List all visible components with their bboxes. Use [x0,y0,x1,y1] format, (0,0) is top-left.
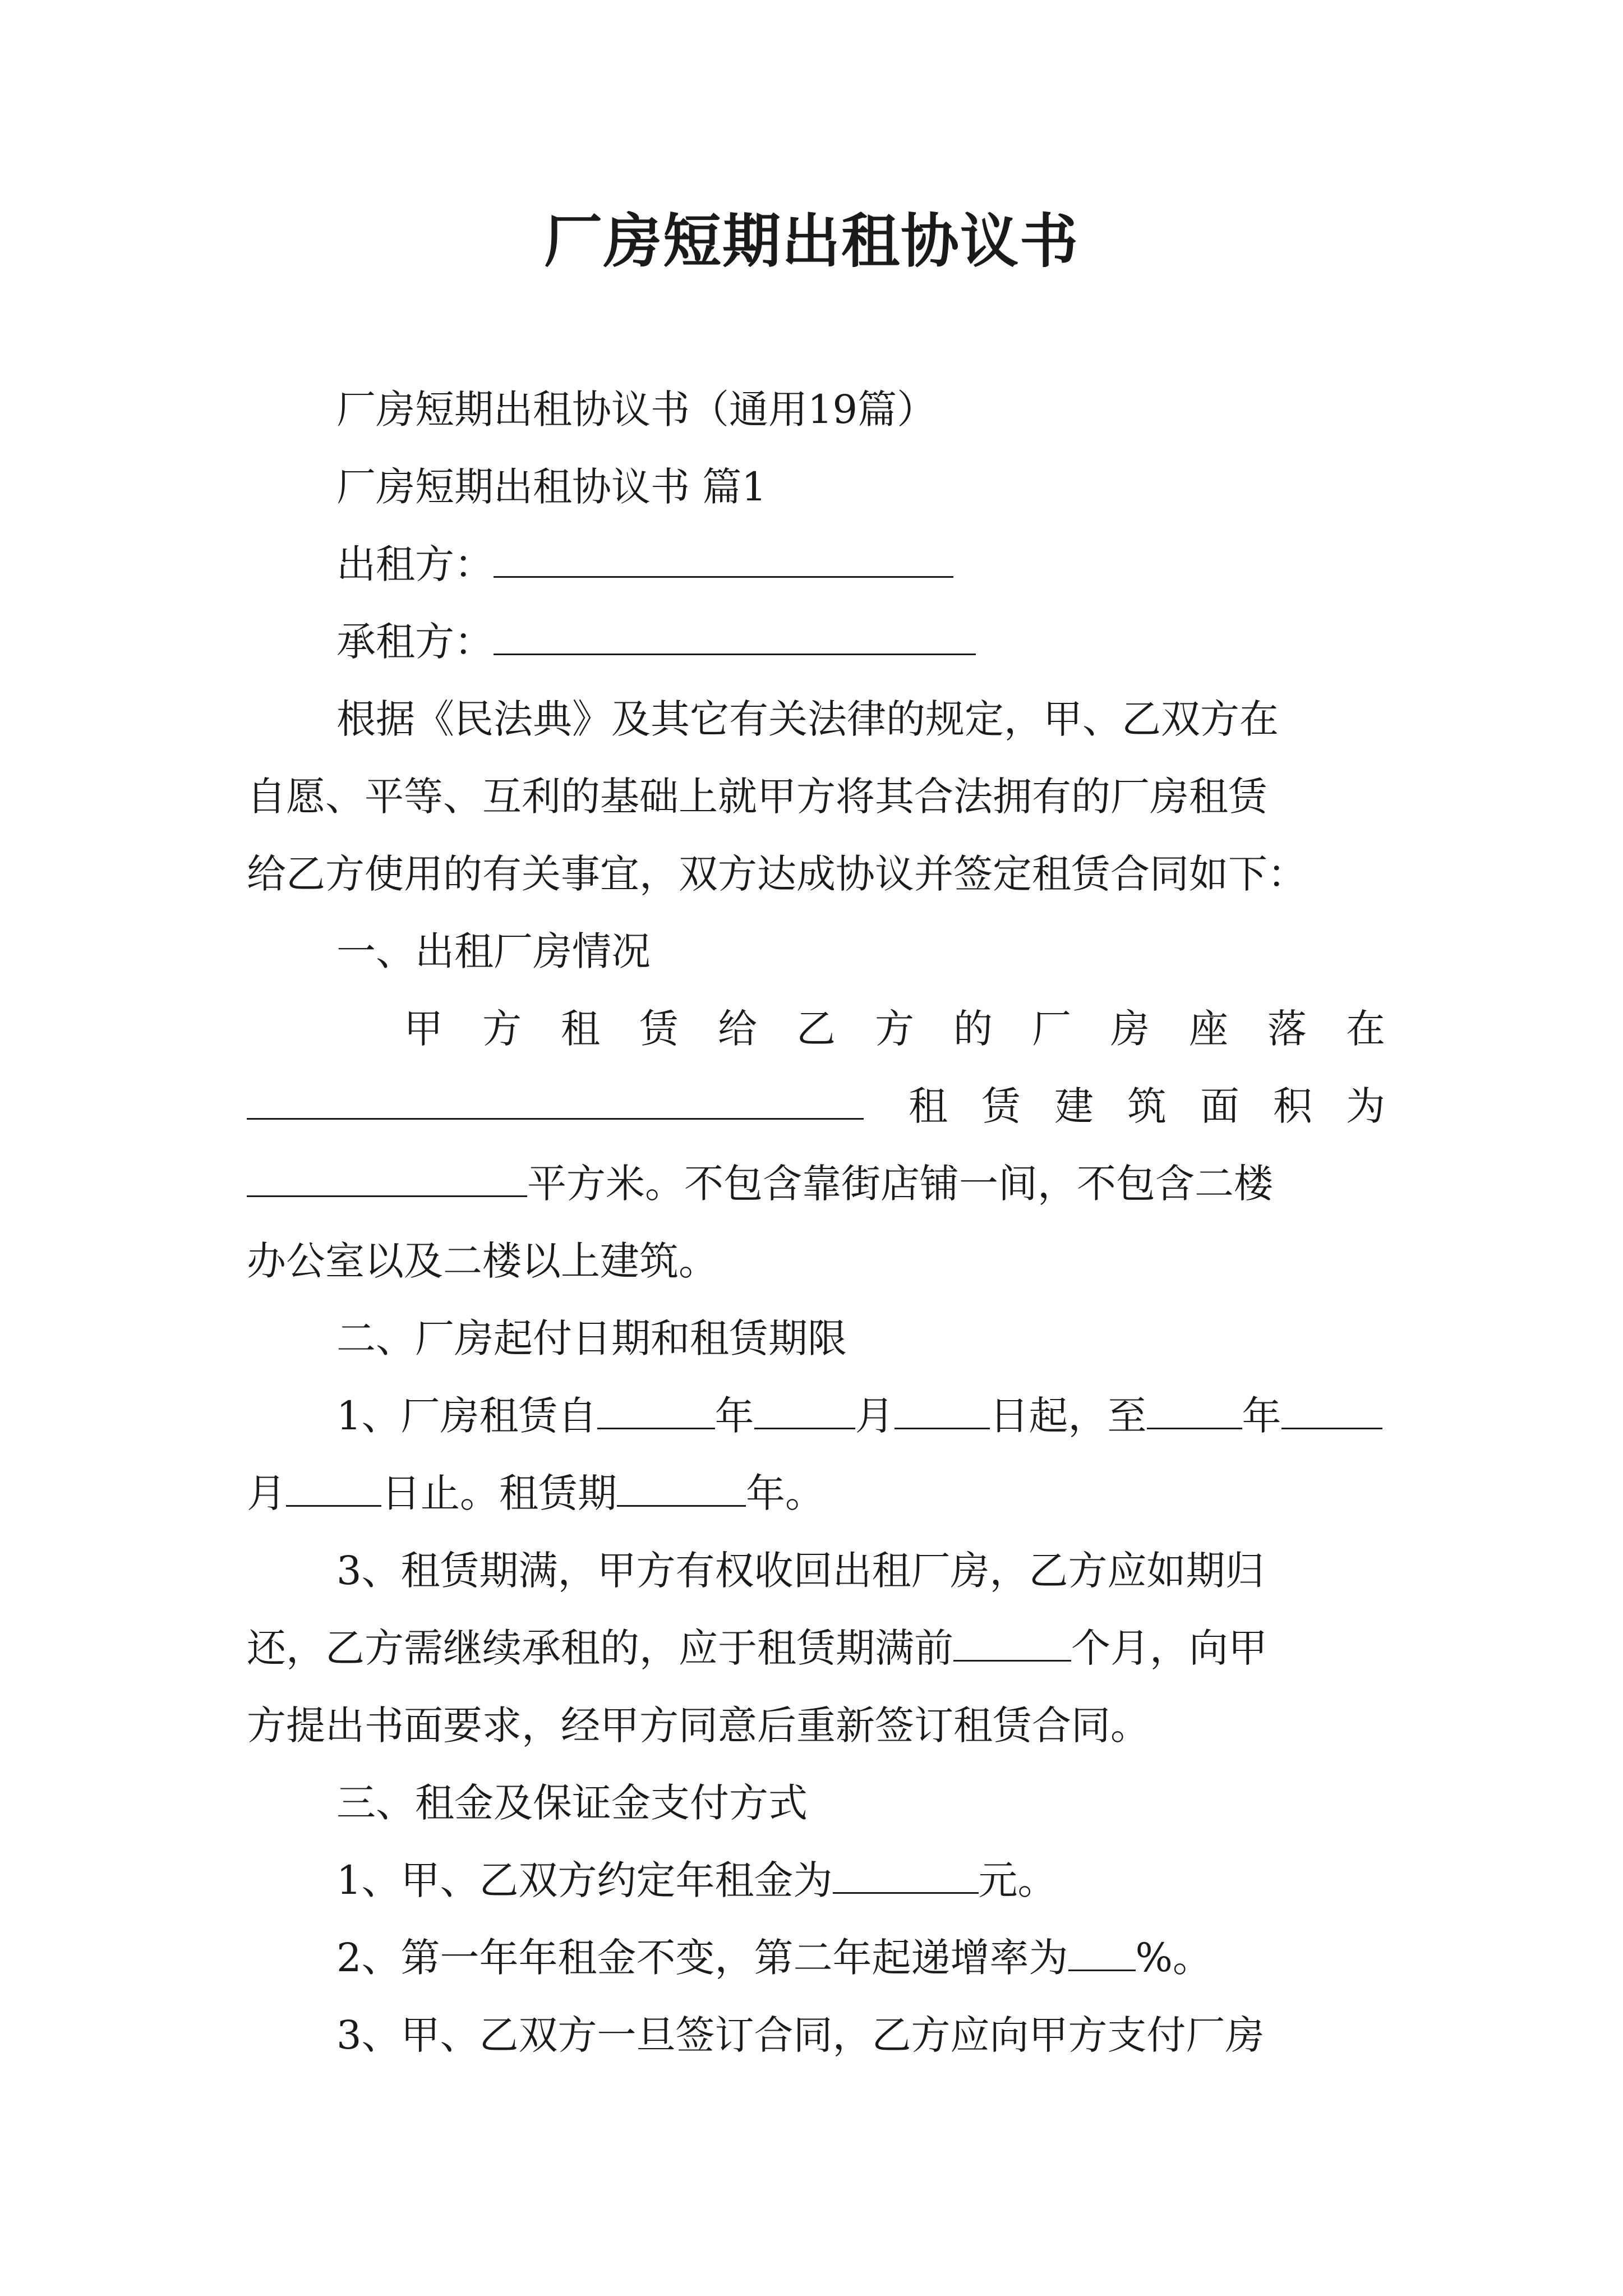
document-title: 厂房短期出租协议书 [543,206,1079,275]
char: 落 [1267,1006,1307,1052]
currency-label: 元。 [978,1857,1057,1903]
lease-from-label: 1、厂房租赁自 [336,1393,597,1439]
char: 为 [1346,1083,1385,1129]
char: 面 [1200,1083,1239,1129]
renewal-text: 还，乙方需继续承租的，应于租赁期满前 [247,1625,953,1671]
part1-line-4: 办公室以及二楼以上建筑。 [247,1238,718,1284]
increase-rate-blank [1068,1934,1136,1971]
lessor-line [336,536,953,592]
percent-label: %。 [1135,1935,1212,1981]
part1-line-2 [909,1078,1385,1134]
char: 座 [1189,1006,1228,1052]
lessor-blank [494,540,953,578]
section-heading: 厂房短期出租协议书 篇1 [336,464,767,510]
to-month-blank [1281,1392,1382,1429]
area-text: 平方米。不包含靠街店铺一间，不包含二楼 [527,1161,1273,1207]
part2-item1-line1 [336,1388,1382,1444]
term-years-blank [617,1469,746,1507]
months-label: 个月，向甲 [1071,1625,1267,1671]
year-end-label: 年。 [746,1470,824,1516]
part2-item3-line1: 3、租赁期满，甲方有权收回出租厂房，乙方应如期归 [336,1548,1265,1594]
annual-rent-label: 1、甲、乙双方约定年租金为 [336,1857,833,1903]
part3-heading: 三、租金及保证金支付方式 [336,1780,808,1826]
part3-item2 [336,1930,1212,1986]
day-from-label: 日起，至 [989,1393,1147,1439]
part3-item1 [336,1852,1057,1908]
day-to-label: 日止。租赁期 [381,1470,617,1516]
to-day-blank [286,1469,381,1507]
month-label: 月 [855,1393,895,1439]
from-day-blank [895,1392,990,1429]
char: 赁 [981,1083,1021,1129]
to-year-blank [1147,1392,1242,1429]
char: 给 [718,1006,757,1052]
char: 方 [875,1006,914,1052]
document-subtitle: 厂房短期出租协议书（通用19篇） [336,386,937,432]
lessee-line [336,614,976,670]
char: 租 [561,1006,600,1052]
lessee-label: 承租方： [336,619,494,665]
part2-item3-line2 [247,1620,1267,1676]
month-label: 月 [247,1470,286,1516]
char: 厂 [1032,1006,1071,1052]
part2-heading: 二、厂房起付日期和租赁期限 [336,1315,847,1361]
part1-line-1 [404,1001,1385,1057]
area-blank [247,1159,527,1197]
increase-rate-label: 2、第一年年租金不变，第二年起递增率为 [336,1935,1068,1981]
char: 方 [482,1006,522,1052]
char: 建 [1054,1083,1094,1129]
part1-heading: 一、出租厂房情况 [336,928,651,974]
months-blank [953,1624,1071,1662]
intro-line-1: 根据《民法典》及其它有关法律的规定，甲、乙双方在 [336,696,1279,742]
part1-line-3 [247,1156,1273,1212]
part1-line-2-blank [247,1078,864,1134]
from-month-blank [754,1392,855,1429]
char: 租 [909,1083,948,1129]
char: 甲 [404,1006,443,1052]
char: 积 [1273,1083,1312,1129]
intro-line-2: 自愿、平等、互利的基础上就甲方将其合法拥有的厂房租赁 [247,774,1267,820]
lessor-label: 出租方： [336,541,494,587]
location-blank [247,1082,864,1120]
part2-item3-line3: 方提出书面要求，经甲方同意后重新签订租赁合同。 [247,1703,1150,1749]
year-label: 年 [1242,1393,1281,1439]
char: 房 [1110,1006,1150,1052]
intro-line-3: 给乙方使用的有关事宜，双方达成协议并签定租赁合同如下： [247,851,1307,897]
char: 筑 [1127,1083,1166,1129]
part2-item1-line2 [247,1465,824,1521]
lessee-blank [494,618,976,655]
char: 乙 [796,1006,836,1052]
from-year-blank [597,1392,715,1429]
part3-item3: 3、甲、乙双方一旦签订合同，乙方应向甲方支付厂房 [336,2012,1265,2058]
year-label: 年 [714,1393,754,1439]
char: 在 [1346,1006,1385,1052]
annual-rent-blank [833,1856,979,1894]
char: 赁 [639,1006,679,1052]
char: 的 [953,1006,993,1052]
